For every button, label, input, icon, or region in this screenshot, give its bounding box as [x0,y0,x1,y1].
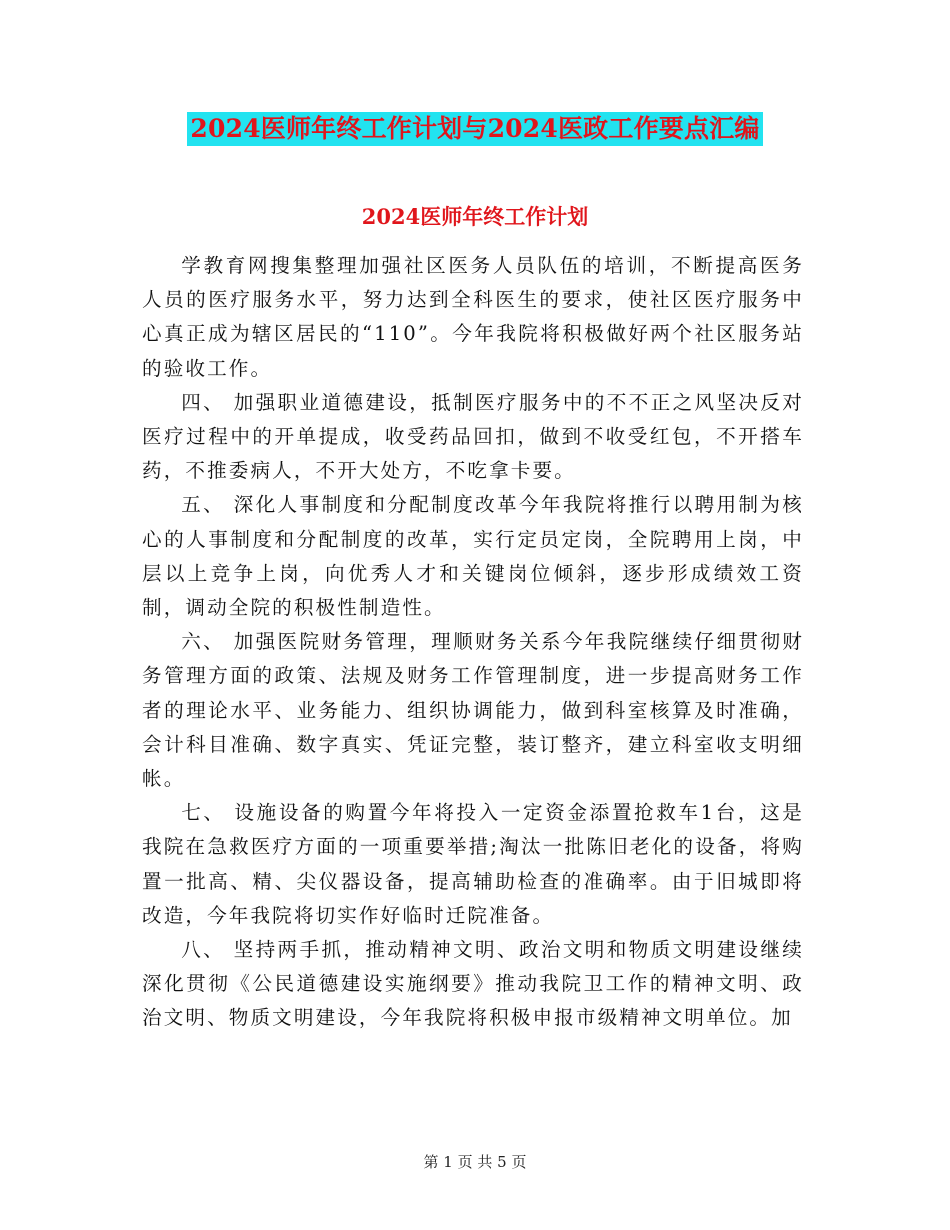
document-title-wrap [0,112,950,146]
page-number-footer: 第 1 页 共 5 页 [423,1153,527,1171]
paragraph-item-8: 八、 坚持两手抓，推动精神文明、政治文明和物质文明建设继续深化贯彻《公民道德建设实施纲要》推动我院卫工作的精神文明、政治文明、物质文明建设，今年我院将积极申报市级精神文明单位。加 [142,938,804,1030]
paragraph-item-4: 四、 加强职业道德建设，抵制医疗服务中的不不正之风坚决反对医疗过程中的开单提成，收受药品回扣，做到不收受红包，不开搭车药，不推委病人，不开大处方，不吃拿卡要。 [142,390,804,483]
paragraph-item-7: 七、 设施设备的购置今年将投入一定资金添置抢救车1台，这是我院在急救医疗方面的一项重要举措;淘汰一批陈旧老化的设备，将购置一批高、精、尖仪器设备，提高辅助检查的准确率。由于旧城即将改造，今年我院将切实作好临时迁院准备。 [142,801,804,927]
document-body [142,249,804,1036]
paragraph-intro: 学教育网搜集整理加强社区医务人员队伍的培训，不断提高医务人员的医疗服务水平，努力达到全科医生的要求，使社区医疗服务中心真正成为辖区居民的“110”。今年我院将积极做好两个社区服务站的验收工作。 [142,254,804,380]
document-title: 2024医师年终工作计划与2024医政工作要点汇编 [187,112,762,146]
section-heading: 2024医师年终工作计划 [361,204,589,229]
paragraph-item-6: 六、 加强医院财务管理，理顺财务关系今年我院继续仔细贯彻财务管理方面的政策、法规及财务工作管理制度，进一步提高财务工作者的理论水平、业务能力、组织协调能力，做到科室核算及时准确，会计科目准确、数字真实、凭证完整，装订整齐，建立科室收支明细帐。 [142,630,804,791]
paragraph-item-5: 五、 深化人事制度和分配制度改革今年我院将推行以聘用制为核心的人事制度和分配制度的改革，实行定员定岗，全院聘用上岗，中层以上竞争上岗，向优秀人才和关键岗位倾斜，逐步形成绩效工资制，调动全院的积极性制造性。 [142,493,804,620]
